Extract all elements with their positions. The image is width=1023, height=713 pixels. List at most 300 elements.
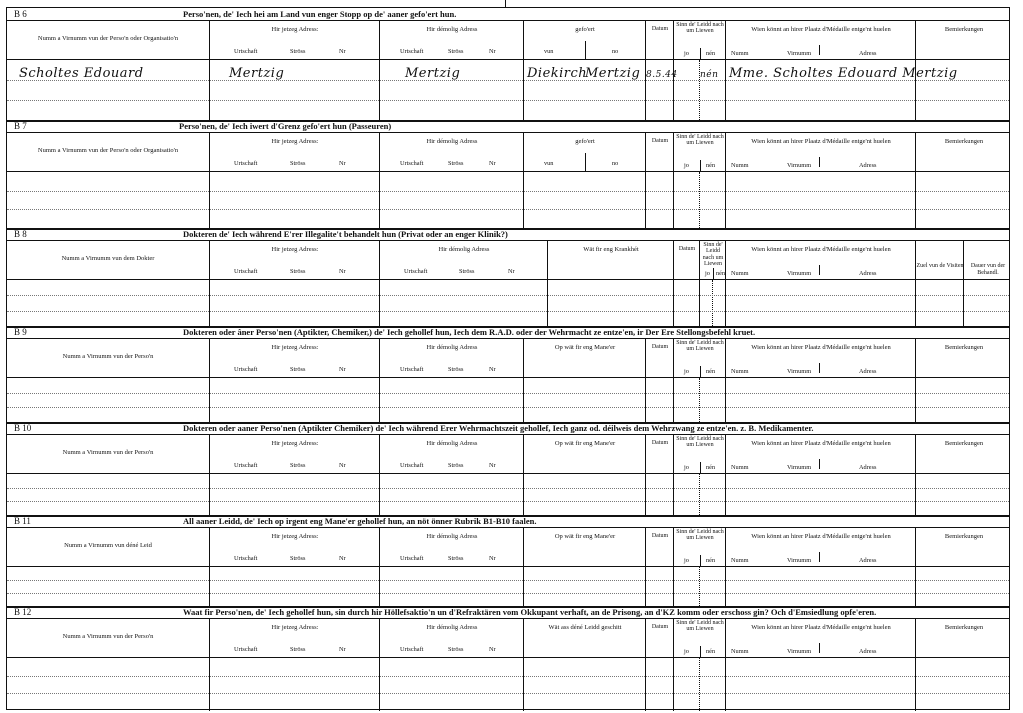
alive-label: Sinn de' Leidd nach um Liewen [676, 22, 724, 35]
remarks-label: Bemierkungen [944, 440, 984, 447]
date-label: Datum [651, 624, 669, 630]
current-address-col [209, 21, 379, 59]
column-line [915, 172, 916, 228]
third-col [523, 21, 645, 59]
current-address-col [209, 241, 379, 279]
section-code: B 10 [14, 423, 32, 433]
third-label: gefo'ert [575, 138, 595, 145]
yes-no-divider [700, 366, 701, 378]
section-title-bar [7, 326, 1009, 338]
column-line [379, 172, 380, 228]
medal-label: Wien könnt an hirer Plaatz d'Médaille entge'nt huelen [751, 138, 891, 145]
date-label: Datum [651, 440, 669, 446]
section-header-row [7, 434, 1009, 474]
duration-col [963, 241, 1011, 279]
column-line [725, 474, 726, 515]
duration-label: Dauer vun der Behandl. [970, 263, 1006, 276]
alive-label: Sinn de' Leidd nach um Liewen [676, 529, 724, 542]
sub-label: Adress [859, 162, 877, 169]
column-line [915, 567, 916, 606]
entry-row-line [7, 693, 1009, 694]
sub-label: Ströss [290, 160, 306, 167]
date-col [645, 21, 673, 59]
medal-divider [819, 265, 820, 275]
remarks-label: Bemierkungen [944, 624, 984, 631]
sub-label: Ströss [290, 48, 306, 55]
date-label: Datum [651, 344, 669, 350]
third-label: Op wät fir eng Mane'er [554, 533, 616, 540]
entry-row-line [7, 311, 1009, 312]
sub-label: nén [706, 368, 716, 375]
column-line [523, 474, 524, 515]
former-address-label: Hir démolig Adress [438, 246, 490, 253]
sub-label: jo [684, 50, 689, 57]
medal-col [725, 133, 915, 171]
former-address-col [379, 619, 523, 657]
alive-label: Sinn de' Leidd nach um Liewen [676, 436, 724, 449]
sub-label: Adress [859, 648, 877, 655]
alive-col [673, 435, 725, 473]
name-col [7, 435, 209, 473]
medal-label: Wien könnt an hirer Plaatz d'Médaille entge'nt huelen [751, 533, 891, 540]
entry-row-line [7, 100, 1009, 101]
sub-label: Virnumm [787, 557, 812, 564]
yes-no-line [699, 378, 700, 422]
name-col [7, 241, 209, 279]
remarks-label: Bemierkungen [944, 26, 984, 33]
entry-row-line [7, 580, 1009, 581]
column-line [645, 172, 646, 228]
column-line [209, 280, 210, 326]
third-label: Op wät fir eng Mane'er [554, 440, 616, 447]
column-line [523, 60, 524, 120]
entry-row-line [7, 209, 1009, 210]
column-line [209, 172, 210, 228]
name-label: Numm a Virnumm vun dem Dokter [61, 255, 155, 262]
sub-label: Virnumm [787, 464, 812, 471]
section-code: B 7 [14, 121, 27, 131]
sub-label: Nr [508, 268, 515, 275]
sub-label: jo [684, 162, 689, 169]
entry-row-line [7, 488, 1009, 489]
section-code: B 8 [14, 229, 27, 239]
former-address-label: Hir démolig Adress [426, 344, 478, 351]
current-address-label: Hir jetzeg Adress: [271, 533, 319, 540]
column-line [379, 280, 380, 326]
column-line [725, 658, 726, 711]
remarks-col [915, 339, 1011, 377]
sub-label: Numm [731, 270, 749, 277]
former-address-col [379, 435, 523, 473]
sub-label: nén [706, 648, 716, 655]
sub-label: Urtschaft [400, 366, 424, 373]
section-b6 [7, 8, 1009, 120]
date-label: Datum [678, 246, 696, 252]
medal-col [725, 528, 915, 566]
section-title-bar [7, 228, 1009, 240]
handwritten-entry: Mertzig [585, 66, 641, 81]
sub-label: Urtschaft [400, 160, 424, 167]
current-address-label: Hir jetzeg Adress: [271, 26, 319, 33]
sub-label: jo [684, 648, 689, 655]
column-line [699, 280, 700, 326]
column-line [673, 172, 674, 228]
yes-no-line [699, 474, 700, 515]
column-line [673, 658, 674, 711]
illness-col [547, 241, 673, 279]
date-col [673, 241, 699, 279]
name-label: Numm a Virnumm vun der Perso'n [62, 353, 154, 360]
column-line [915, 378, 916, 422]
column-line [379, 378, 380, 422]
entry-row-line [7, 191, 1009, 192]
sub-label: Urtschaft [234, 366, 258, 373]
column-line [673, 280, 674, 326]
column-line [379, 567, 380, 606]
sub-label: Urtschaft [400, 462, 424, 469]
current-address-label: Hir jetzeg Adress: [271, 624, 319, 631]
column-line [725, 567, 726, 606]
former-address-label: Hir démolig Adress [426, 138, 478, 145]
column-line [673, 567, 674, 606]
sub-label: Ströss [459, 268, 475, 275]
section-title: Perso'nen, de' Iech hei am Land vun enger Stopp op de' aaner gefo'ert hun. [183, 9, 457, 19]
current-address-col [209, 435, 379, 473]
sub-label: Adress [859, 50, 877, 57]
section-title: Dokteren de' Iech während E'rer Illegalite't behandelt hun (Privat oder an enger Klinik?) [183, 229, 508, 239]
sub-label: Numm [731, 368, 749, 375]
sub-label: Ströss [448, 366, 464, 373]
column-line [379, 474, 380, 515]
sub-label: jo [705, 270, 710, 277]
column-line [379, 60, 380, 120]
section-title: All aaner Leidd, de' Iech op irgent eng Mane'er gehollef hun, an nöt önner Rubrik B1-B10 faalen. [183, 516, 537, 526]
entry-row-line [7, 501, 1009, 502]
alive-col [673, 619, 725, 657]
column-line [725, 378, 726, 422]
remarks-label: Bemierkungen [944, 138, 984, 145]
medal-divider [819, 552, 820, 562]
column-line [673, 378, 674, 422]
sub-label: Nr [339, 268, 346, 275]
alive-col [699, 241, 725, 279]
date-col [645, 435, 673, 473]
sub-label: Nr [339, 366, 346, 373]
sub-label: Nr [489, 646, 496, 653]
sub-label: Adress [859, 270, 877, 277]
alive-label: Sinn de' Leidd nach um Liewen [676, 620, 724, 633]
former-address-label: Hir démolig Adress [426, 533, 478, 540]
medal-col [725, 21, 915, 59]
column-line [645, 60, 646, 120]
remarks-col [915, 133, 1011, 171]
column-line [523, 172, 524, 228]
yes-no-divider [700, 462, 701, 474]
staple-mark [505, 0, 506, 7]
entry-row-line [7, 676, 1009, 677]
medal-label: Wien könnt an hirer Plaatz d'Médaille entge'nt huelen [751, 26, 891, 33]
alive-col [673, 339, 725, 377]
column-line [915, 474, 916, 515]
column-line [915, 658, 916, 711]
section-b11 [7, 515, 1009, 606]
sub-label: nén [716, 270, 726, 277]
current-address-col [209, 133, 379, 171]
yes-no-line [699, 60, 700, 120]
remarks-label: Bemierkungen [944, 533, 984, 540]
sub-label: Virnumm [787, 50, 812, 57]
yes-no-divider [700, 48, 701, 60]
remarks-col [915, 21, 1011, 59]
sub-label: Virnumm [787, 162, 812, 169]
alive-col [673, 528, 725, 566]
column-line [645, 658, 646, 711]
handwritten-entry: Mertzig [229, 66, 285, 81]
sub-label: Urtschaft [400, 48, 424, 55]
column-line [523, 567, 524, 606]
sub-label: nén [706, 162, 716, 169]
entry-row-line [7, 593, 1009, 594]
sub-label: jo [684, 557, 689, 564]
medal-divider [819, 45, 820, 55]
third-label: Op wät fir eng Mane'er [554, 344, 616, 351]
name-col [7, 619, 209, 657]
third-col [523, 528, 645, 566]
column-line [209, 378, 210, 422]
sub-label: Nr [339, 48, 346, 55]
sub-label: Ströss [448, 48, 464, 55]
section-header-row [7, 240, 1009, 280]
sub-label: nén [706, 50, 716, 57]
handwritten-entry: Scholtes Edouard [19, 66, 144, 81]
yes-no-divider [700, 646, 701, 658]
section-code: B 6 [14, 9, 27, 19]
former-address-label: Hir démolig Adress [426, 26, 478, 33]
alive-label: Sinn de' Leidd nach um Liewen [676, 134, 724, 147]
former-address-col [379, 133, 523, 171]
section-code: B 9 [14, 327, 27, 337]
column-line [209, 474, 210, 515]
alive-col [673, 133, 725, 171]
medal-divider [819, 643, 820, 653]
column-line [673, 60, 674, 120]
third-label: Wät ass déné Leidd geschitt [548, 624, 622, 631]
visits-col [915, 241, 963, 279]
from-to-divider [585, 153, 586, 172]
column-line [209, 60, 210, 120]
section-header-row [7, 527, 1009, 567]
alive-label: Sinn de' Leidd nach um Liewen [702, 242, 724, 268]
current-address-label: Hir jetzeg Adress: [271, 440, 319, 447]
section-title-bar [7, 515, 1009, 527]
sub-label: Nr [339, 555, 346, 562]
yes-no-line [699, 172, 700, 228]
column-line [673, 474, 674, 515]
sub-label: Nr [339, 646, 346, 653]
section-title: Dokteren oder aaner Perso'nen (Aptikter Chemiker) de' Iech während Erer Wehrmachtszeit gehollef, Iech ganz od. déilweis dem Wehrzwang ze entze'en. z. B. Medikamenter. [183, 423, 814, 433]
sub-label: Ströss [448, 160, 464, 167]
entry-row-line [7, 295, 1009, 296]
column-line [645, 378, 646, 422]
name-col [7, 339, 209, 377]
medal-label: Wien könnt an hirer Plaatz d'Médaille entge'nt huelen [751, 246, 891, 253]
yes-no-divider [713, 268, 714, 280]
date-col [645, 339, 673, 377]
third-col [523, 339, 645, 377]
refractaire-form [6, 7, 1010, 710]
column-line [209, 658, 210, 711]
sub-label: Urtschaft [234, 48, 258, 55]
name-label: Numm a Virnumm vun der Perso'n [62, 449, 154, 456]
section-title-bar [7, 120, 1009, 132]
sub-label: vun [544, 160, 554, 167]
sub-label: vun [544, 48, 554, 55]
sub-label: Urtschaft [400, 555, 424, 562]
sub-label: Nr [339, 462, 346, 469]
sub-label: Numm [731, 464, 749, 471]
sub-label: no [612, 48, 619, 55]
remarks-col [915, 528, 1011, 566]
medal-divider [819, 363, 820, 373]
sub-label: Ströss [448, 555, 464, 562]
section-title-bar [7, 422, 1009, 434]
sub-label: Adress [859, 557, 877, 564]
sub-label: Virnumm [787, 368, 812, 375]
name-label: Numm a Virnumm vun der Perso'n [62, 633, 154, 640]
section-header-row [7, 20, 1009, 60]
date-label: Datum [651, 533, 669, 539]
sub-label: Urtschaft [234, 646, 258, 653]
column-line [645, 567, 646, 606]
sub-label: Numm [731, 557, 749, 564]
current-address-label: Hir jetzeg Adress: [271, 246, 319, 253]
medal-col [725, 435, 915, 473]
former-address-label: Hir démolig Adress [426, 440, 478, 447]
name-col [7, 133, 209, 171]
sub-label: jo [684, 464, 689, 471]
sub-label: Ströss [290, 555, 306, 562]
sub-label: Ströss [290, 646, 306, 653]
section-b8 [7, 228, 1009, 326]
name-label: Numm a Virnumm vun der Perso'n oder Organisatio'n [37, 35, 179, 42]
handwritten-entry: nén [700, 70, 719, 80]
handwritten-entry: Mertzig [405, 66, 461, 81]
sub-label: Ströss [290, 366, 306, 373]
former-address-col [379, 528, 523, 566]
section-header-row [7, 338, 1009, 378]
date-col [645, 133, 673, 171]
name-col [7, 528, 209, 566]
sub-label: Numm [731, 162, 749, 169]
section-code: B 11 [14, 516, 31, 526]
sub-label: Virnumm [787, 648, 812, 655]
medal-col [725, 339, 915, 377]
sub-label: Adress [859, 464, 877, 471]
column-line [915, 280, 916, 326]
yes-no-divider [700, 555, 701, 567]
column-line [725, 172, 726, 228]
sub-label: Ströss [448, 462, 464, 469]
current-address-label: Hir jetzeg Adress: [271, 138, 319, 145]
medal-col [725, 619, 915, 657]
section-b12 [7, 606, 1009, 711]
sub-label: Nr [489, 462, 496, 469]
medal-label: Wien könnt an hirer Plaatz d'Médaille entge'nt huelen [751, 440, 891, 447]
sub-label: nén [706, 464, 716, 471]
medal-divider [819, 459, 820, 469]
medal-divider [819, 157, 820, 167]
column-line [725, 60, 726, 120]
third-label: gefo'ert [575, 26, 595, 33]
date-col [645, 619, 673, 657]
alive-col [673, 21, 725, 59]
third-col [523, 619, 645, 657]
section-header-row [7, 618, 1009, 658]
handwritten-entry: Mme. Scholtes Edouard Mertzig [729, 66, 958, 81]
column-line [547, 280, 548, 326]
visits-label: Zuel vun de Visiten [916, 263, 964, 269]
entry-row-line [7, 393, 1009, 394]
former-address-col [379, 339, 523, 377]
current-address-label: Hir jetzeg Adress: [271, 344, 319, 351]
sub-label: Virnumm [787, 270, 812, 277]
section-header-row [7, 132, 1009, 172]
yes-no-line [712, 280, 713, 326]
sub-label: Urtschaft [234, 462, 258, 469]
sub-label: Urtschaft [400, 646, 424, 653]
section-title: Waat fir Perso'nen, de' Iech gehollef hun, sin durch hir Höllefsaktio'n un d'Refraktären vom Okkupant verhaft, an de Prisong, an d'KZ komm oder erschoss gin? Och d'Emsiedlung opfe'eren. [183, 607, 877, 617]
sub-label: nén [706, 557, 716, 564]
sub-label: Ströss [290, 268, 306, 275]
sub-label: Numm [731, 50, 749, 57]
name-label: Numm a Virnumm vun der Perso'n oder Organisatio'n [37, 147, 179, 154]
entry-row-line [7, 407, 1009, 408]
remarks-col [915, 619, 1011, 657]
yes-no-line [699, 567, 700, 606]
sub-label: Nr [489, 555, 496, 562]
handwritten-entry: 8.5.44 [646, 70, 678, 80]
sub-label: Nr [489, 366, 496, 373]
date-label: Datum [651, 26, 669, 32]
from-to-divider [585, 41, 586, 60]
remarks-col [915, 435, 1011, 473]
yes-no-line [699, 658, 700, 711]
column-line [523, 658, 524, 711]
third-col [523, 435, 645, 473]
alive-label: Sinn de' Leidd nach um Liewen [676, 340, 724, 353]
third-col [523, 133, 645, 171]
illness-label: Wät fir eng Krankhét [583, 246, 639, 253]
former-address-label: Hir démolig Adress [426, 624, 478, 631]
section-b7 [7, 120, 1009, 228]
sub-label: Numm [731, 648, 749, 655]
handwritten-entry: Diekirch [527, 66, 588, 81]
current-address-col [209, 528, 379, 566]
date-label: Datum [651, 138, 669, 144]
section-code: B 12 [14, 607, 32, 617]
sub-label: Adress [859, 368, 877, 375]
sub-label: Urtschaft [234, 268, 258, 275]
former-address-col [379, 21, 523, 59]
sub-label: Nr [339, 160, 346, 167]
yes-no-divider [700, 160, 701, 172]
name-col [7, 21, 209, 59]
column-line [963, 280, 964, 326]
sub-label: jo [684, 368, 689, 375]
sub-label: Nr [489, 48, 496, 55]
former-address-col [379, 241, 547, 279]
current-address-col [209, 339, 379, 377]
